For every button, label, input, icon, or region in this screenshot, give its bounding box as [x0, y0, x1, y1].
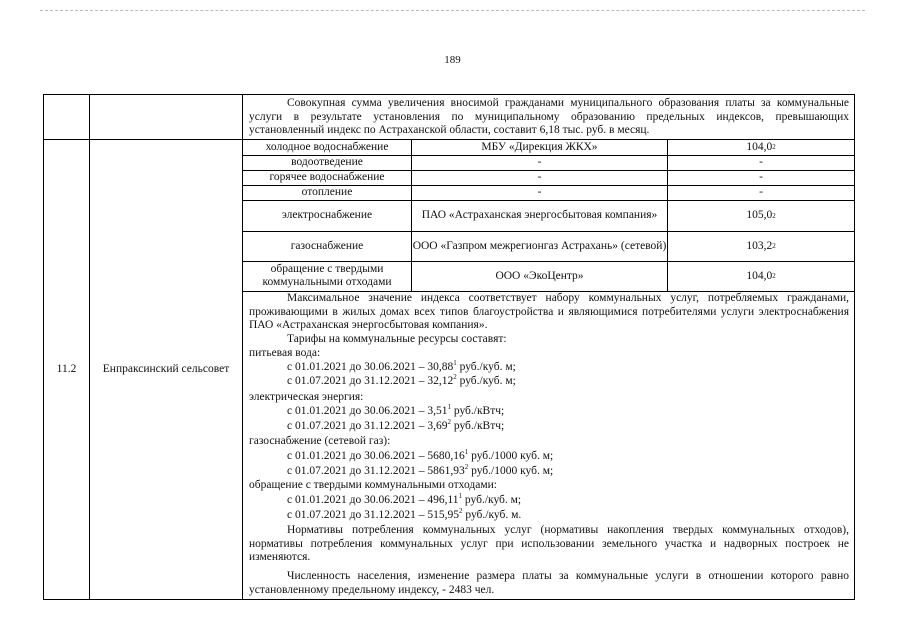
service-provider: МБУ «Дирекция ЖКХ»	[481, 140, 598, 153]
service-index: -	[759, 171, 763, 183]
gas-tariff-1: с 01.01.2021 до 30.06.2021 – 5680,16$^1$ руб./1000 куб. м;	[287, 448, 554, 462]
service-provider: ООО «Газпром межрегионгаз Астрахань» (сетевой)	[412, 239, 667, 252]
max-index-text: Максимальное значение индекса соответствует набору коммунальных услуг, потребляемых гражданами, проживающими в жилых домах всех типов благоустройства и являющимися потребителями услуги электроснабжения ПАО «Астраханская энергосбытовая компания».	[249, 292, 849, 331]
service-provider: -	[537, 156, 542, 168]
row-number: 11.2	[56, 362, 77, 375]
water-tariff-1: с 01.01.2021 до 30.06.2021 – 30,88$^1$ руб./куб. м;	[287, 359, 516, 373]
service-index: 103,2 2	[746, 239, 776, 252]
service-provider: -	[537, 171, 542, 183]
tariffs-heading: Тарифы на коммунальные ресурсы составят:	[287, 333, 507, 345]
scan-edge-line	[40, 10, 865, 11]
service-index: 104,0 2	[746, 140, 776, 153]
service-name: электроснабжение	[281, 209, 373, 221]
page-number: 189	[444, 54, 461, 66]
electric-heading: электрическая энергия:	[249, 391, 364, 403]
municipality-name: Енпраксинский сельсовет	[102, 362, 230, 375]
gas-heading: газоснабжение (сетевой газ):	[249, 435, 391, 447]
service-index: -	[759, 186, 763, 198]
service-name: отопление	[301, 186, 353, 198]
service-index: 105,0 2	[746, 209, 776, 221]
service-name: обращение с твердыми коммунальными отходами	[262, 263, 392, 288]
service-index: 104,0 2	[746, 269, 776, 282]
waste-tariff-2: с 01.07.2021 до 31.12.2021 – 515,95$^2$ руб./куб. м.	[287, 507, 522, 521]
summary-text: Совокупная сумма увеличения вносимой гражданами муниципального образования платы за коммунальные услуги в результате установления по муниципальному образованию предельных индексов, превышающих установленный индекс по Астраханской области, составит 6,18 тыс. руб. в месяц.	[249, 97, 849, 136]
population-text: Численность населения, изменение размера платы за коммунальные услуги в отношении которого равно установленному предельному индексу, - 2483 чел.	[249, 570, 849, 596]
electric-tariff-2: с 01.07.2021 до 31.12.2021 – 3,69$^2$ руб./кВтч;	[287, 418, 505, 432]
service-name: газоснабжение	[290, 239, 364, 252]
norms-text: Нормативы потребления коммунальных услуг (нормативы накопления твердых коммунальных отходов), нормативы потребления коммунальных услуг при использовании земельного участка и надворных построек не изменяются.	[249, 524, 849, 563]
waste-heading: обращение с твердыми коммунальными отходами:	[249, 479, 497, 491]
tariff-table	[43, 94, 855, 600]
waste-tariff-1: с 01.01.2021 до 30.06.2021 – 496,11$^1$ руб./куб. м;	[287, 492, 522, 506]
service-name: водоотведение	[291, 156, 363, 168]
service-provider: -	[537, 186, 542, 198]
service-provider: ООО «ЭкоЦентр»	[495, 269, 584, 282]
service-name: горячее водоснабжение	[269, 171, 385, 183]
gas-tariff-2: с 01.07.2021 до 31.12.2021 – 5861,93$^2$ руб./1000 куб. м;	[287, 463, 554, 477]
electric-tariff-1: с 01.01.2021 до 30.06.2021 – 3,51$^1$ руб./кВтч;	[287, 403, 505, 417]
service-name: холодное водоснабжение	[265, 140, 389, 153]
water-tariff-2: с 01.07.2021 до 31.12.2021 – 32,12$^2$ руб./куб. м;	[287, 373, 516, 387]
service-provider: ПАО «Астраханская энергосбытовая компания»	[421, 209, 658, 221]
service-index: -	[759, 156, 763, 168]
water-heading: питьевая вода:	[249, 347, 321, 359]
